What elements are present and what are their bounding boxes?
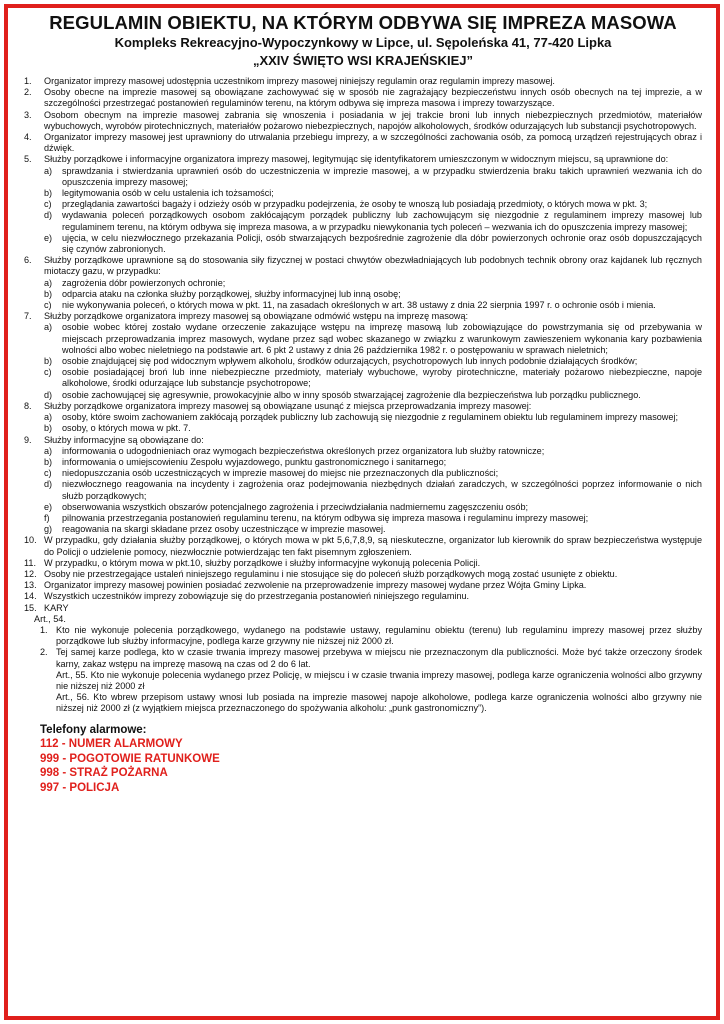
sub-item: [44, 166, 702, 188]
sub-text: nie wykonywania poleceń, o których mowa w pkt. 11, na zasadach określonych w art. 38 ustawy z dnia 22 sierpnia 1997 r. o ochronie osób i mienia.: [62, 300, 656, 311]
sub-item: [44, 423, 702, 434]
rule-text: Organizator imprezy masowej udostępnia uczestnikom imprezy masowej niniejszy regulamin oraz regulamin imprezy masowej.: [44, 76, 555, 86]
rule-item: [24, 311, 702, 401]
sub-item: [44, 502, 702, 513]
sub-text: osobie znajdującej się pod widocznym wpływem alkoholu, środków odurzających, psychotropowych lub innych podobnie działających środków;: [62, 356, 638, 367]
sub-item: [44, 199, 702, 210]
sub-text: wydawania poleceń porządkowych osobom zakłócającym porządek publiczny lub zachowującym się niezgodnie z regulaminem imprezy masowej lub regulaminem terenu, na którym odbywa się impreza masowa, a w przypadku niewykonania tych poleceń – wezwania ich do opuszczenia imprezy masowej;: [62, 210, 702, 232]
sub-letter: g): [44, 524, 53, 535]
sub-text: obserwowania wszystkich obszarów potencjalnego zagrożenia i przeciwdziałania nadmiernemu zagęszczeniu osób;: [62, 501, 529, 512]
rule-text: Służby porządkowe i informacyjne organizatora imprezy masowej, legitymując się identyfikatorem umieszczonym w widocznym miejscu, są uprawnione do:: [44, 154, 669, 165]
kary-item: [24, 647, 702, 669]
rule-item: [24, 401, 702, 435]
rule-item: [24, 569, 702, 580]
sub-text: osoby, o których mowa w pkt. 7.: [62, 423, 191, 434]
sub-item: [44, 468, 702, 479]
sub-text: niedopuszczania osób uczestniczących w imprezie masowej do miejsc nie przeznaczonych dla publiczności;: [62, 468, 499, 479]
sub-text: osobie zachowującej się agresywnie, prowokacyjnie albo w inny sposób stwarzającej zagrożenie dla bezpieczeństwa lub porządku publicznego.: [62, 389, 641, 400]
sub-text: osobie posiadającej broń lub inne niebezpieczne przedmioty, materiały wybuchowe, wyroby pirotechniczne, materiały pożarowo niebezpieczne, napoje alkoholowe, środki odurzające lub substancje psychotropowe;: [62, 367, 702, 389]
sub-letter: c): [44, 199, 52, 210]
rule-number: 10.: [24, 535, 37, 546]
sub-text: niezwłocznego reagowania na incydenty i zagrożenia oraz podejmowania niezbędnych działań zaradczych, w szczególności poprzez informowanie o nich służb porządkowych;: [62, 479, 702, 501]
rule-text: W przypadku, o którym mowa w pkt.10, służby porządkowe i służby informacyjne wykonują polecenia Policji.: [44, 557, 481, 568]
document: [24, 12, 702, 795]
page-subtitle: Kompleks Rekreacyjno-Wypoczynkowy w Lipce, ul. Sępoleńska 41, 77-420 Lipka: [114, 35, 612, 50]
sub-text: odparcia ataku na członka służby porządkowej, służby informacyjnej lub inną osobę;: [62, 288, 401, 299]
rule-item: [24, 132, 702, 154]
rule-text: Służby informacyjne są obowiązane do:: [44, 434, 204, 445]
page-title: REGULAMIN OBIEKTU, NA KTÓRYM ODBYWA SIĘ IMPREZA MASOWA: [49, 12, 677, 33]
sub-letter: a): [44, 277, 53, 288]
kary-text: Kto nie wykonuje polecenia porządkowego, wydanego na podstawie ustawy, regulaminu obiektu (terenu) lub regulaminu imprezy masowej przez służby porządkowe lub służby informacyjne, podlega karze grzywny nie niższej niż 2000 zł.: [56, 624, 702, 647]
sub-text: sprawdzania i stwierdzania uprawnień osób do uczestniczenia w imprezie masowej, a w przypadku stwierdzenia braku takich uprawnień wezwania ich do opuszczenia imprezy masowej;: [62, 165, 702, 187]
rule-item: [24, 154, 702, 255]
kary-item: [24, 625, 702, 647]
sub-item: [44, 479, 702, 501]
sub-text: ujęcia, w celu niezwłocznego przekazania Policji, osób stwarzających bezpośrednie zagrożenie dla dóbr powierzonych ochronie oraz osób dopuszczających się czynów zabronionych.: [62, 232, 702, 255]
kary-art54: Art., 54.: [34, 613, 66, 624]
sub-letter: e): [44, 232, 53, 243]
emergency-phones: [40, 723, 702, 796]
sub-item: [44, 513, 702, 524]
sub-letter: c): [44, 468, 52, 479]
rule-item: [24, 535, 702, 557]
rule-item: [24, 255, 702, 311]
rule-number: 7.: [24, 311, 32, 322]
rule-item: [24, 591, 702, 602]
rule-number: 6.: [24, 255, 32, 266]
rule-text: Służby porządkowe organizatora imprezy masowej są obowiązane odmówić wstępu na imprezę masową:: [44, 311, 469, 322]
rule-number: 1.: [24, 76, 32, 86]
rule-text: Służby porządkowe uprawnione są do stosowania siły fizycznej w postaci chwytów obezwładniających lub podobnych technik obrony oraz kajdanek lub ręcznych miotaczy gazu, w przypadku:: [44, 255, 702, 277]
rule-item: [24, 110, 702, 132]
sub-text: zagrożenia dóbr powierzonych ochronie;: [62, 277, 226, 288]
rule-number: 12.: [24, 568, 37, 579]
sub-text: pilnowania przestrzegania postanowień regulaminu terenu, na którym odbywa się impreza masowa i regulaminu imprezy masowej;: [62, 512, 589, 523]
rule-number: 11.: [24, 557, 36, 568]
sub-text: przeglądania zawartości bagaży i odzieży osób w przypadku podejrzenia, że osoby te wnoszą lub posiadają przedmioty, o których mowa w pkt. 3;: [62, 199, 648, 210]
sub-text: legitymowania osób w celu ustalenia ich tożsamości;: [62, 188, 274, 199]
sub-item: [44, 457, 702, 468]
sub-item: [44, 233, 702, 255]
sub-letter: a): [44, 322, 53, 333]
kary-number: 2.: [40, 647, 48, 658]
sub-text: reagowania na skargi składane przez osoby uczestniczące w imprezie masowej.: [62, 524, 386, 535]
sub-letter: e): [44, 501, 53, 512]
kary-art55: Art., 55. Kto nie wykonuje polecenia wydanego przez Policję, w miejscu i w czasie trwania imprezy masowej, podlega karze ograniczenia wolności albo grzywny nie niższej niż 2000 zł: [56, 669, 702, 691]
rule-number: 3.: [24, 109, 32, 120]
sub-letter: f): [44, 512, 50, 523]
sub-text: informowania o umiejscowieniu Zespołu wyjazdowego, punktu gastronomicznego i sanitarnego;: [62, 456, 447, 467]
phone-item: 999 - POGOTOWIE RATUNKOWE: [40, 752, 220, 765]
sub-letter: b): [44, 456, 53, 467]
rule-item: [24, 558, 702, 569]
sub-letter: d): [44, 389, 53, 400]
rule-text: Służby porządkowe organizatora imprezy masowej są obowiązane usunąć z miejsca przeprowadzania imprezy masowej:: [44, 400, 532, 411]
rule-text: Osobom obecnym na imprezie masowej zabrania się wnoszenia i posiadania w jej trakcie broni lub innych niebezpiecznych przedmiotów, materiałów wybuchowych, wyrobów pirotechnicznych, materiałów pożarowo niebezpiecznych, napojów alkoholowych, środków odurzających lub substancji psychotropowych.: [44, 109, 702, 131]
kary-art56: Art., 56. Kto wbrew przepisom ustawy wnosi lub posiada na imprezie masowej napoje alkoholowe, podlega karze ograniczenia wolności albo grzywny nie niższej niż 2000 zł (z wyjątkiem miejsca przeznaczonego do spożywania alkoholu: „punk gastronomiczny”).: [56, 692, 702, 714]
kary-number: 1.: [40, 624, 48, 635]
rule-number: 4.: [24, 132, 32, 143]
rule-text: Organizator imprezy masowej powinien posiadać zezwolenie na przeprowadzenie imprezy masowej wydane przez Wójta Gminy Lipka.: [44, 580, 587, 591]
phone-item: 112 - NUMER ALARMOWY: [40, 738, 183, 751]
phone-item: 997 - POLICJA: [40, 781, 120, 794]
sub-item: [44, 322, 702, 356]
sub-letter: c): [44, 300, 52, 311]
rule-item: [24, 580, 702, 591]
kary-heading: KARY: [44, 602, 69, 613]
rule-text: W przypadku, gdy działania służby porządkowej, o których mowa w pkt 5,6,7,8,9, są nieskuteczne, organizator lub kierownik do spraw bezpieczeństwa występuje do Policji o udzielenie pomocy, niezwłocznie potwierdzając ten fakt pisemnym zgłoszeniem.: [44, 535, 702, 557]
sub-item: [44, 188, 702, 199]
sub-item: [44, 289, 702, 300]
sub-letter: b): [44, 288, 53, 299]
sub-letter: b): [44, 188, 53, 199]
rule-number: 14.: [24, 591, 37, 602]
rule-text: Osoby obecne na imprezie masowej są obowiązane zachowywać się w sposób nie zagrażający bezpieczeństwu innych osób obecnych na tej imprezie, a w szczególności przestrzegać postanowień regulaminów terenu, na którym odbywa się impreza masowa i imprezy towarzyszące.: [44, 87, 702, 109]
phones-title: Telefony alarmowe:: [40, 723, 147, 736]
sub-item: [44, 446, 702, 457]
sub-text: osoby, które swoim zachowaniem zakłócają porządek publiczny lub zachowują się niezgodnie z regulaminem obiektu lub regulaminem imprezy masowej;: [62, 412, 678, 423]
rule-item: [24, 87, 702, 109]
rule-item: [24, 603, 702, 614]
sub-item: [44, 367, 702, 389]
sub-letter: a): [44, 412, 53, 423]
sub-item: [44, 300, 702, 311]
sub-letter: b): [44, 423, 53, 434]
rule-number: 5.: [24, 154, 32, 165]
sub-item: [44, 412, 702, 423]
sub-item: [44, 278, 702, 289]
sub-text: osobie wobec której zostało wydane orzeczenie zakazujące wstępu na imprezę masową lub zobowiązujące do powstrzymania się od przebywania w miejscach przeprowadzania imprez masowych, wydane przez sąd wobec skazanego w związku z warunkowym zawieszeniem wykonania kary pozbawienia wolności albo wobec nieletniego na podstawie art. 6 pkt 2 ustawy z dnia 26 października 1982 r. o postępowaniu w sprawach nieletnich;: [62, 322, 702, 355]
sub-letter: a): [44, 445, 53, 456]
rules-list: [24, 76, 702, 715]
phone-item: 998 - STRAŻ POŻARNA: [40, 767, 168, 780]
sub-item: [44, 210, 702, 232]
rule-item: [24, 435, 702, 536]
kary-text: Tej samej karze podlega, kto w czasie trwania imprezy masowej przebywa w miejscu nie przeznaczonym dla publiczności. Może być także orzeczony środek karny, zakaz wstępu na imprezę masową na czas od 2 do 6 lat.: [56, 647, 702, 669]
rule-number: 8.: [24, 400, 32, 411]
rule-number: 2.: [24, 87, 32, 98]
rule-text: Wszystkich uczestników imprezy zobowiązuje się do przestrzegania postanowień niniejszego regulaminu.: [44, 591, 470, 602]
sub-letter: d): [44, 479, 53, 490]
rule-text: Organizator imprezy masowej jest uprawniony do utrwalania przebiegu imprezy, a w szczególności zachowania osób, za pomocą urządzeń rejestrujących obraz i dźwięk.: [44, 132, 702, 154]
rule-number: 15.: [24, 602, 37, 613]
rule-number: 13.: [24, 580, 37, 591]
event-name: „XXIV ŚWIĘTO WSI KRAJEŃSKIEJ”: [252, 53, 474, 68]
sub-letter: d): [44, 210, 53, 221]
sub-letter: b): [44, 356, 53, 367]
sub-item: [44, 524, 702, 535]
sub-item: [44, 390, 702, 401]
sub-item: [44, 356, 702, 367]
rule-item: [24, 76, 702, 87]
sub-letter: c): [44, 367, 52, 378]
rule-number: 9.: [24, 434, 32, 445]
rule-text: Osoby nie przestrzegające ustaleń niniejszego regulaminu i nie stosujące się do poleceń służb porządkowych mogą zostać usunięte z obiektu.: [44, 568, 618, 579]
sub-letter: a): [44, 165, 53, 176]
sub-text: informowania o udogodnieniach oraz wymogach bezpieczeństwa określonych przez organizatora lub służby ratownicze;: [62, 445, 545, 456]
